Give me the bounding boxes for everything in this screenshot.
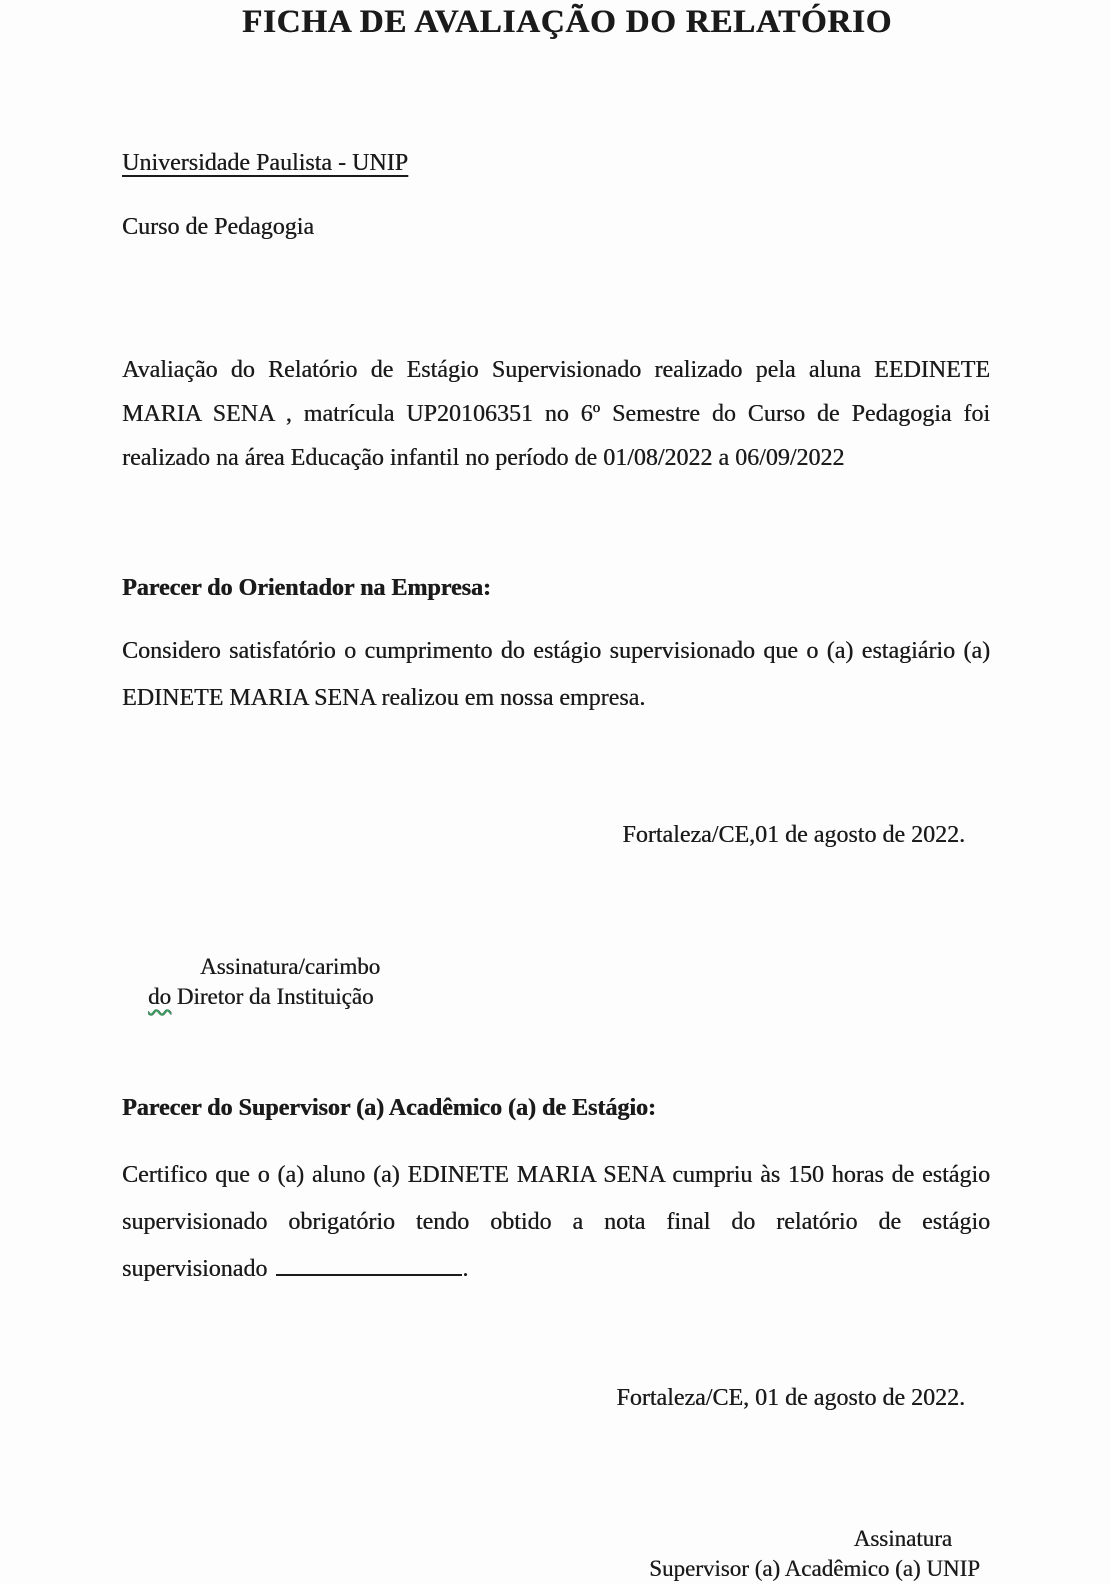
director-signature-caption-line2-rest: Diretor da Instituição (171, 984, 374, 1009)
course-name: Curso de Pedagogia (122, 214, 314, 240)
spellcheck-underlined-word: do (148, 984, 171, 1009)
section2-heading: Parecer do Supervisor (a) Acadêmico (a) de Estágio: (122, 1095, 656, 1121)
section2-body-suffix: . (462, 1256, 469, 1282)
supervisor-signature-block (122, 1524, 990, 1584)
director-signature-caption-line2 (148, 982, 380, 1012)
supervisor-signature-caption-line2: Supervisor (a) Acadêmico (a) UNIP (649, 1556, 980, 1581)
section2-body (122, 1152, 990, 1293)
director-signature-caption-line1: Assinatura/carimbo (200, 954, 381, 979)
university-name (122, 150, 408, 177)
section1-body: Considero satisfatório o cumprimento do estágio supervisionado que o (a) estagiário (a) EDINETE MARIA SENA realizou em nossa empresa. (122, 638, 990, 711)
director-signature-block (148, 952, 380, 1012)
university-name-text: Universidade Paulista - UNIP (122, 150, 408, 176)
section2-date: Fortaleza/CE, 01 de agosto de 2022. (616, 1385, 965, 1411)
intro-paragraph: Avaliação do Relatório de Estágio Supervisionado realizado pela aluna EEDINETE MARIA SENA , matrícula UP20106351 no 6º Semestre do Curso de Pedagogia foi realizado na área Educação infantil no período de 01/08/2022 a 06/09/2022 (122, 357, 990, 471)
grade-blank-line (276, 1250, 462, 1276)
section1-date: Fortaleza/CE,01 de agosto de 2022. (622, 822, 965, 848)
section2-body-text: Certifico que o (a) aluno (a) EDINETE MARIA SENA cumpriu às 150 horas de estágio supervisionado obrigatório tendo obtido a nota final do relatório de estágio supervisionado (122, 1162, 990, 1282)
section1-heading: Parecer do Orientador na Empresa: (122, 575, 491, 601)
supervisor-signature-caption-line1: Assinatura (853, 1526, 952, 1551)
page-title: FICHA DE AVALIAÇÃO DO RELATÓRIO (241, 4, 893, 40)
